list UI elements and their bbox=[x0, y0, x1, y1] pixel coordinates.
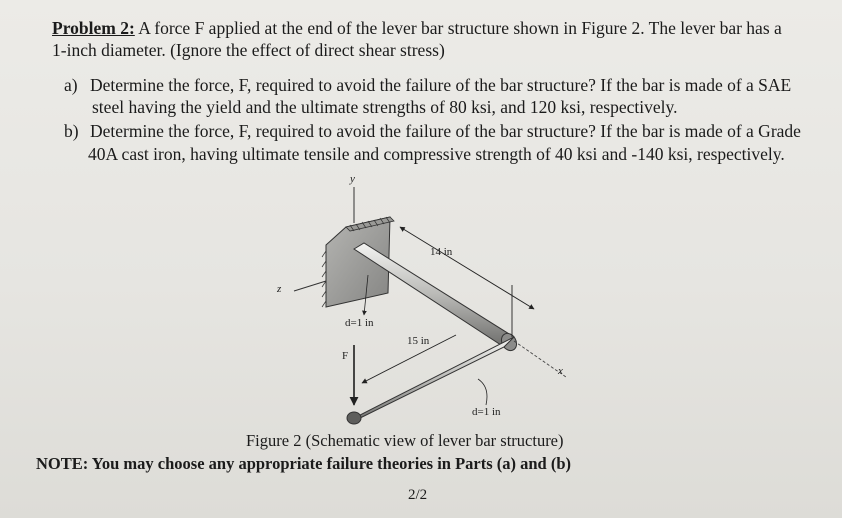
question-b-marker: b) bbox=[64, 121, 79, 141]
problem-statement-line-2: 1-inch diameter. (Ignore the effect of direct shear stress) bbox=[52, 40, 445, 60]
dimension-14in-label: 14 in bbox=[430, 246, 453, 258]
question-b-line-1 bbox=[64, 120, 801, 142]
x-axis-label: x bbox=[558, 365, 563, 377]
question-b-line-2: 40A cast iron, having ultimate tensile and compressive strength of 40 ksi and -140 ksi, respectively. bbox=[88, 144, 785, 164]
problem-statement-line-1 bbox=[52, 17, 782, 39]
diameter-leader-lower bbox=[478, 379, 487, 405]
diameter-label-upper: d=1 in bbox=[345, 317, 374, 329]
z-axis-label: z bbox=[277, 283, 282, 295]
z-axis-line bbox=[294, 281, 326, 291]
lever-bar-figure bbox=[250, 165, 610, 430]
note-text: NOTE: You may choose any appropriate failure theories in Parts (a) and (b) bbox=[36, 454, 572, 473]
diameter-label-lower: d=1 in bbox=[472, 406, 501, 418]
question-b-text: Determine the force, F, required to avoid the failure of the bar structure? If the bar is made of a Grade bbox=[90, 121, 801, 141]
problem-label: Problem 2: bbox=[52, 18, 135, 38]
question-a-line-2: steel having the yield and the ultimate strengths of 80 ksi, and 120 ksi, respectively. bbox=[92, 97, 678, 117]
bar-free-end bbox=[347, 412, 361, 424]
question-a-line-1 bbox=[64, 74, 791, 96]
page-number: 2/2 bbox=[408, 487, 428, 503]
force-label: F bbox=[342, 350, 349, 362]
dimension-15in-label: 15 in bbox=[407, 335, 430, 347]
dimension-14in bbox=[400, 227, 534, 309]
problem-statement-text: A force F applied at the end of the lever bar structure shown in Figure 2. The lever bar has a bbox=[134, 18, 782, 38]
figure-caption: Figure 2 (Schematic view of lever bar structure) bbox=[246, 431, 564, 450]
question-a-text: Determine the force, F, required to avoid the failure of the bar structure? If the bar is made of a SAE bbox=[90, 75, 792, 95]
question-a-marker: a) bbox=[64, 75, 78, 95]
y-axis-label: y bbox=[350, 173, 355, 185]
